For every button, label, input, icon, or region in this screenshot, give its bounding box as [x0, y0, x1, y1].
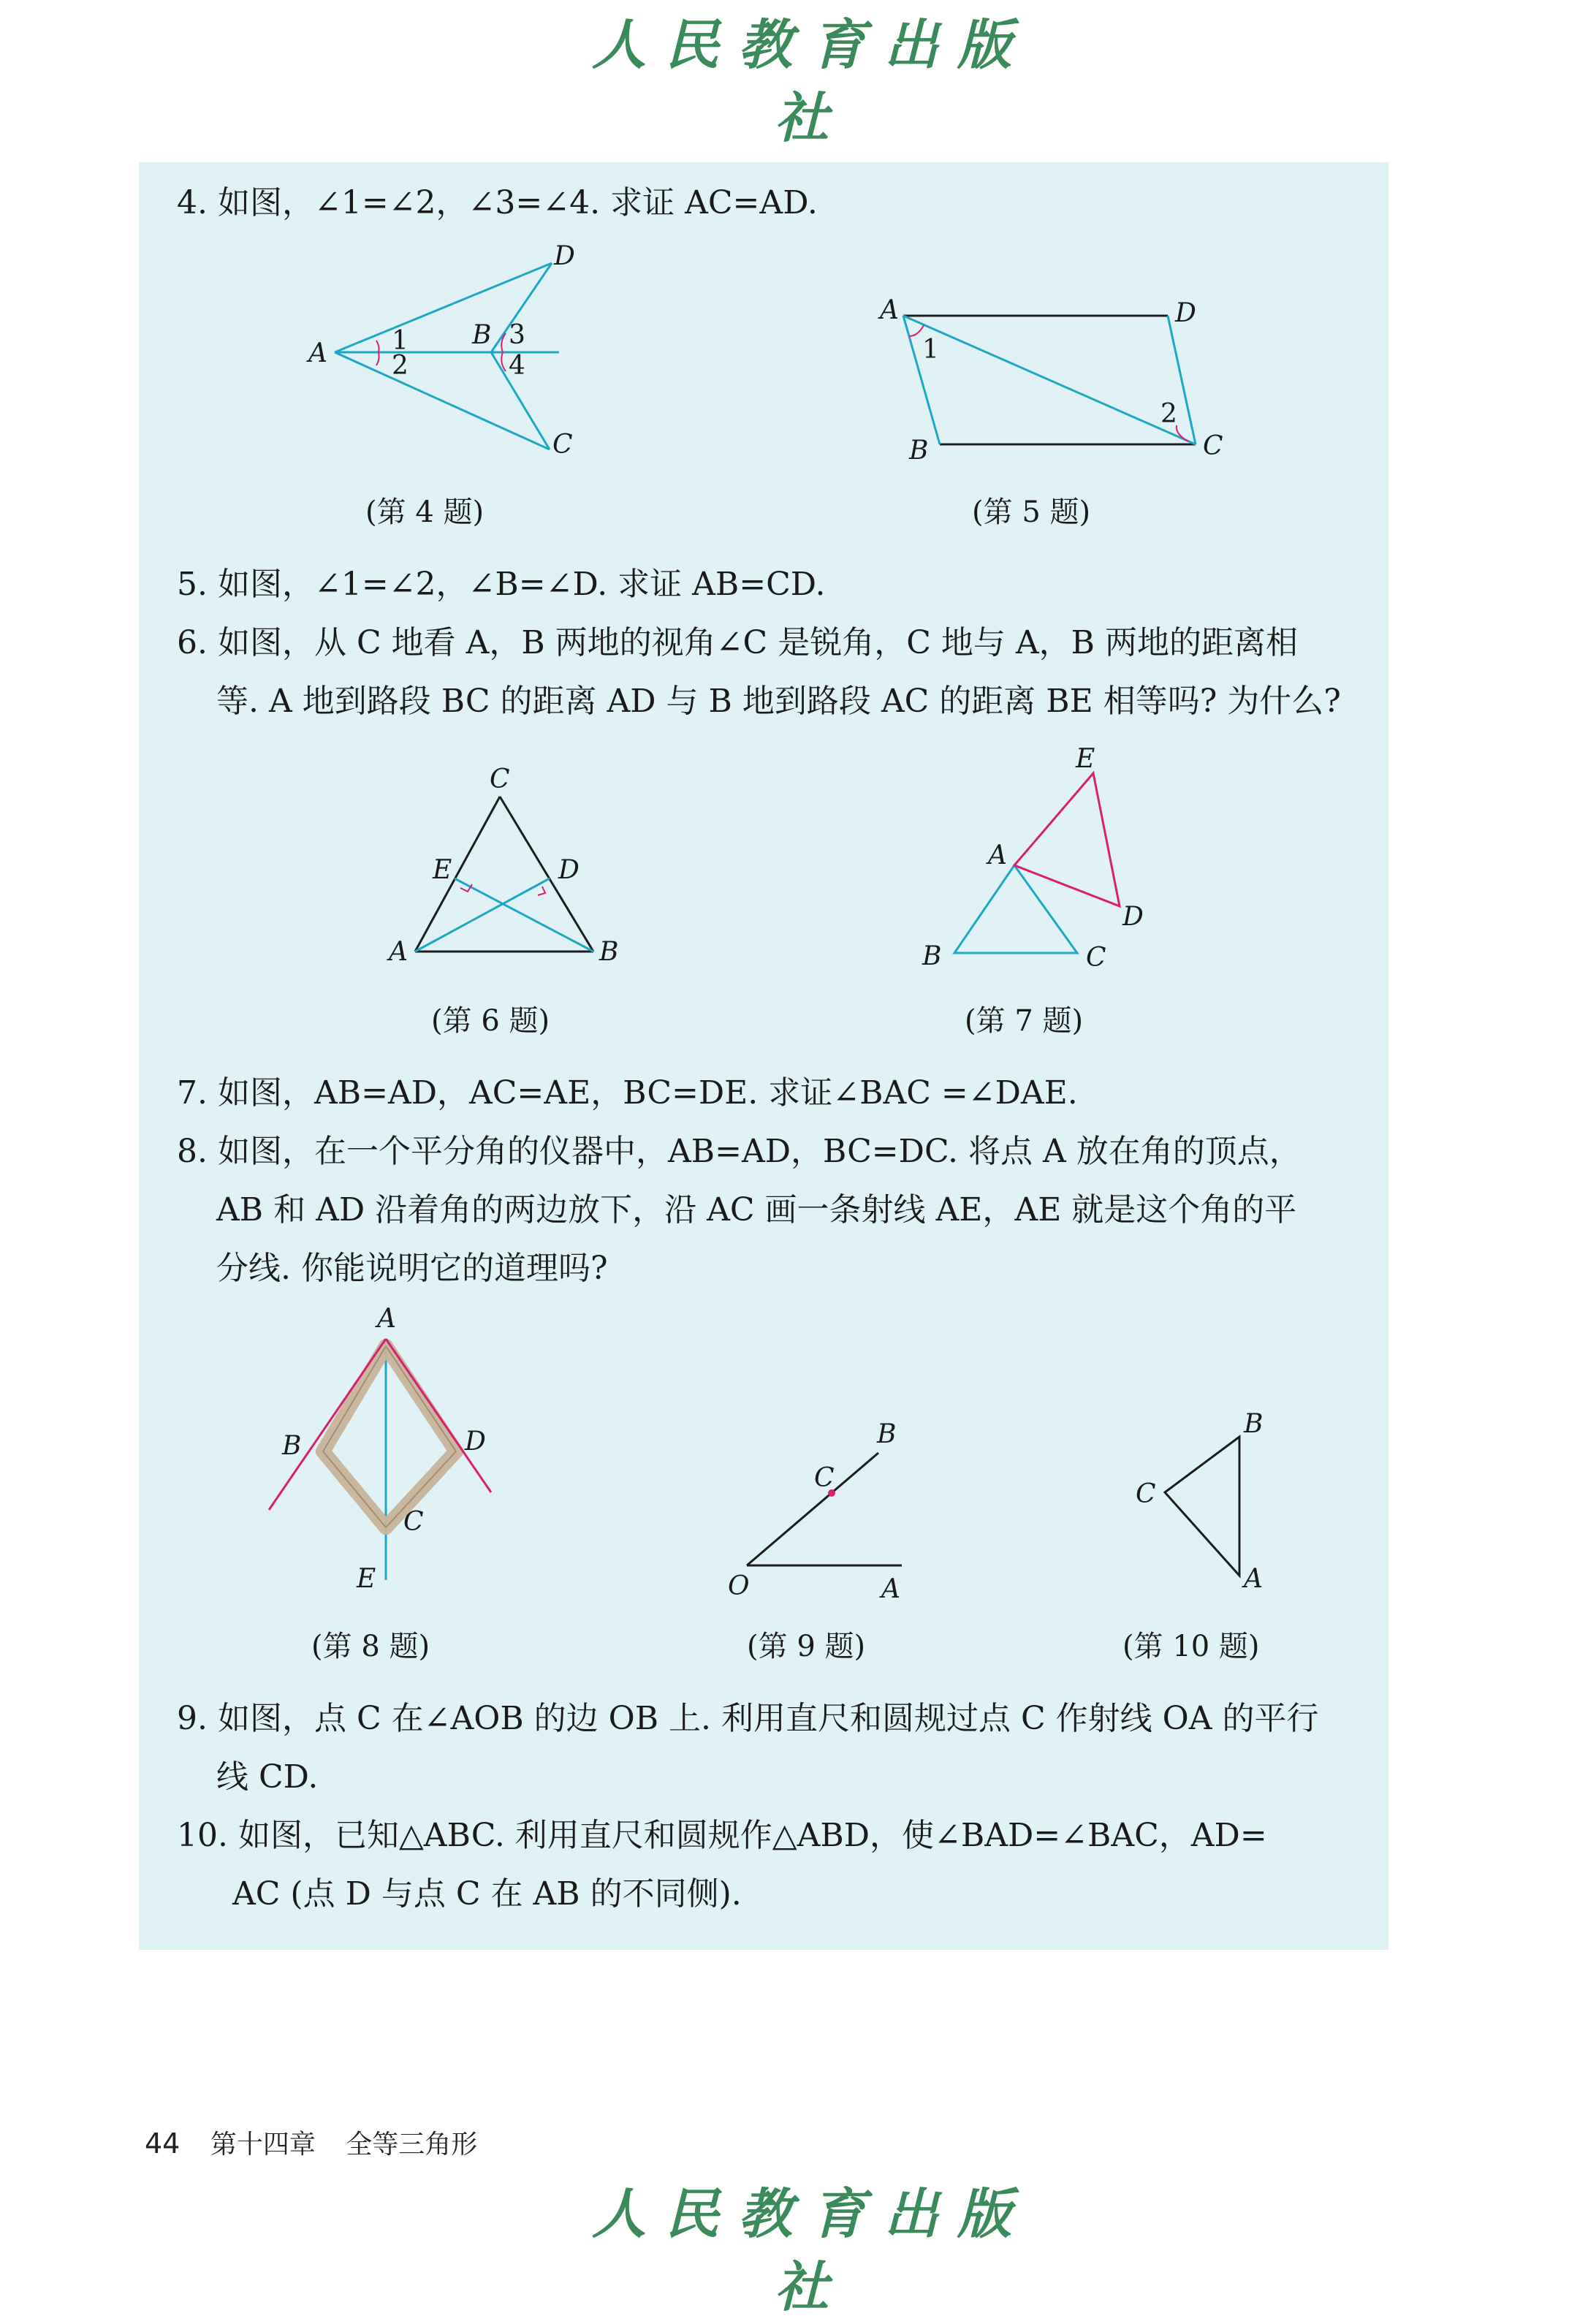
problem-6-line-1: 6. 如图，从 C 地看 A，B 两地的视角∠C 是锐角，C 地与 A，B 两地的距离相 — [177, 624, 1298, 661]
angle-3-label: 3 — [509, 320, 525, 350]
page-number: 44 — [145, 2127, 181, 2160]
page-footer — [145, 2124, 477, 2161]
label-D: D — [1175, 298, 1196, 328]
caption-figure-5: (第 5 题) — [972, 495, 1091, 529]
chapter-title: 全等三角形 — [346, 2130, 478, 2160]
figure-8 — [248, 1301, 541, 1608]
label-A: A — [988, 840, 1007, 870]
label-A: A — [881, 1574, 900, 1604]
chapter-number: 第十四章 — [210, 2130, 316, 2160]
label-A: A — [308, 338, 327, 368]
figure-7 — [913, 738, 1191, 979]
label-C: C — [1086, 943, 1106, 973]
label-B: B — [922, 941, 942, 971]
label-E: E — [433, 855, 452, 885]
label-D: D — [558, 855, 580, 885]
label-B: B — [877, 1419, 897, 1449]
label-D: D — [465, 1427, 486, 1457]
label-B: B — [472, 320, 492, 350]
figure-9 — [716, 1403, 935, 1608]
label-C: C — [814, 1463, 835, 1493]
label-C: C — [552, 430, 573, 460]
label-B: B — [1244, 1409, 1264, 1439]
angle-2-label: 2 — [1160, 399, 1177, 429]
problem-10-line-1: 10. 如图，已知△ABC. 利用直尺和圆规作△ABD，使∠BAD=∠BAC，AD= — [177, 1817, 1267, 1854]
label-D: D — [1122, 902, 1144, 932]
label-C: C — [490, 764, 510, 794]
angle-1-label: 1 — [392, 326, 409, 356]
label-A: A — [880, 295, 899, 325]
angle-1-label: 1 — [922, 335, 939, 365]
label-B: B — [282, 1431, 302, 1461]
problem-8-line-1: 8. 如图，在一个平分角的仪器中，AB=AD，BC=DC. 将点 A 放在角的顶点， — [177, 1133, 1302, 1170]
figure-4 — [292, 241, 585, 475]
caption-figure-4: (第 4 题) — [365, 495, 485, 529]
label-E: E — [357, 1564, 376, 1594]
problem-9-line-2: 线 CD. — [216, 1758, 319, 1796]
label-D: D — [554, 241, 575, 271]
problem-5: 5. 如图，∠1=∠2，∠B=∠D. 求证 AB=CD. — [177, 566, 826, 603]
problem-6-line-2: 等. A 地到路段 BC 的距离 AD 与 B 地到路段 AC 的距离 BE 相等吗? 为什么? — [216, 683, 1341, 720]
problem-10-line-2: AC (点 D 与点 C 在 AB 的不同侧). — [232, 1875, 742, 1913]
label-E: E — [1076, 744, 1095, 774]
problem-8-line-2: AB 和 AD 沿着角的两边放下，沿 AC 画一条射线 AE，AE 就是这个角的平 — [216, 1191, 1297, 1229]
label-C: C — [1203, 431, 1223, 461]
angle-4-label: 4 — [509, 351, 525, 381]
figure-6 — [380, 760, 658, 979]
problem-7: 7. 如图，AB=AD，AC=AE，BC=DE. 求证∠BAC =∠DAE. — [177, 1074, 1078, 1112]
publisher-logo-top: 人民教育出版社 — [592, 14, 1030, 150]
label-O: O — [728, 1571, 750, 1601]
problem-8-line-3: 分线. 你能说明它的道理吗? — [216, 1250, 608, 1287]
caption-figure-6: (第 6 题) — [431, 1004, 550, 1038]
angle-2-label: 2 — [392, 351, 409, 381]
caption-figure-10: (第 10 题) — [1122, 1630, 1260, 1663]
figure-5 — [862, 285, 1242, 475]
problem-4: 4. 如图，∠1=∠2，∠3=∠4. 求证 AC=AD. — [177, 184, 818, 221]
label-A: A — [389, 937, 408, 967]
caption-figure-8: (第 8 题) — [311, 1630, 430, 1663]
label-C: C — [403, 1507, 424, 1537]
label-B: B — [909, 436, 929, 466]
caption-figure-7: (第 7 题) — [965, 1004, 1084, 1038]
caption-figure-9: (第 9 题) — [747, 1630, 866, 1663]
publisher-logo-bottom: 人民教育出版社 — [592, 2183, 1030, 2319]
problem-9-line-1: 9. 如图，点 C 在∠AOB 的边 OB 上. 利用直尺和圆规过点 C 作射线 OA 的平行 — [177, 1700, 1319, 1737]
label-A: A — [377, 1304, 396, 1334]
label-C: C — [1136, 1479, 1156, 1509]
label-A: A — [1244, 1564, 1263, 1594]
figure-10 — [1125, 1396, 1301, 1608]
label-B: B — [599, 937, 619, 967]
